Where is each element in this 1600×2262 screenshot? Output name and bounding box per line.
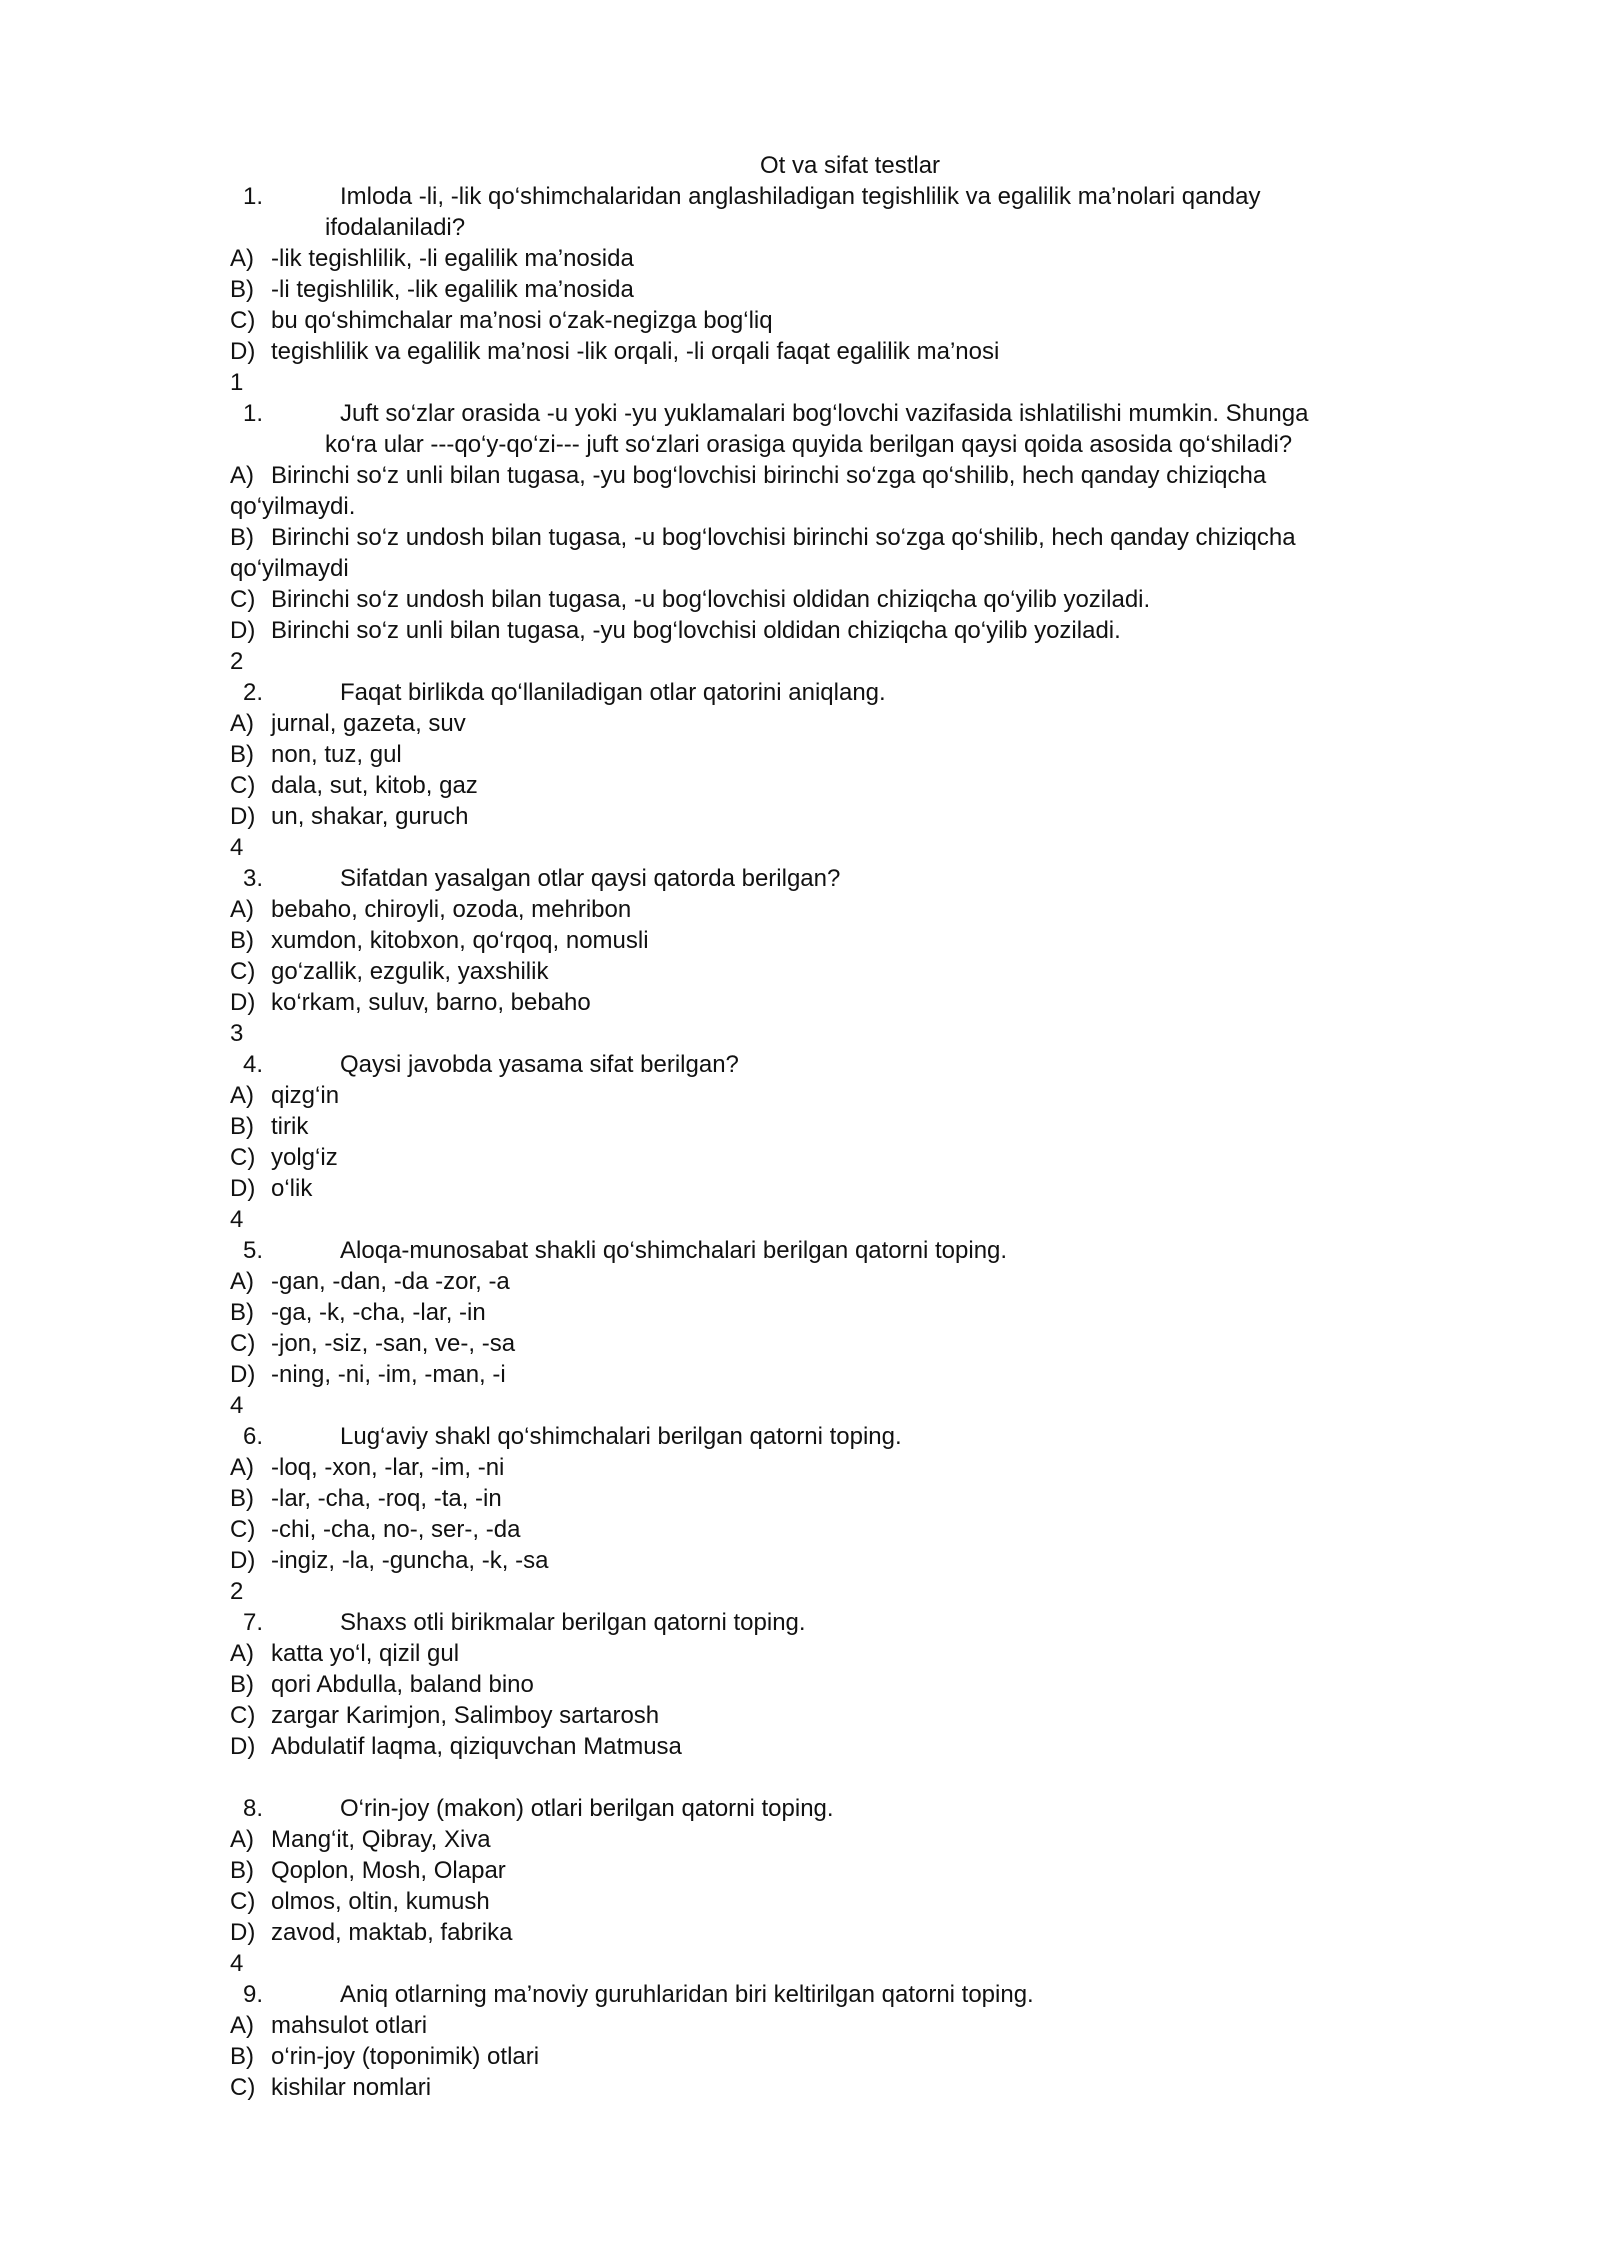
answer-option xyxy=(230,770,1450,801)
option-letter: B) xyxy=(230,1113,254,1140)
option-letter: B) xyxy=(230,927,254,954)
option-letter: A) xyxy=(230,710,254,737)
answer-option-continued xyxy=(230,491,1450,522)
question-block xyxy=(230,1979,1450,2103)
answer-option xyxy=(230,336,1450,367)
option-text: qo‘yilmaydi. xyxy=(230,493,356,520)
answer-option-continued xyxy=(230,553,1450,584)
question-text: Qaysi javobda yasama sifat berilgan? xyxy=(340,1051,739,1078)
option-text: o‘lik xyxy=(271,1175,313,1202)
option-text: o‘rin-joy (toponimik) otlari xyxy=(271,2043,540,2070)
question-text: Juft so‘zlar orasida -u yoki -yu yuklamalari bog‘lovchi vazifasida ishlatilishi mumkin. Shunga xyxy=(340,400,1309,427)
answer-option xyxy=(230,925,1450,956)
option-letter: B) xyxy=(230,524,254,551)
blank-line xyxy=(230,1762,1450,1793)
option-letter: D) xyxy=(230,338,256,365)
option-text: bu qo‘shimchalar ma’nosi o‘zak-negizga bog‘liq xyxy=(271,307,773,334)
question-text: Aniq otlarning ma’noviy guruhlaridan biri keltirilgan qatorni toping. xyxy=(340,1981,1034,2008)
option-text: xumdon, kitobxon, qo‘rqoq, nomusli xyxy=(271,927,649,954)
option-text: -chi, -cha, no-, ser-, -da xyxy=(271,1516,521,1543)
answer-option xyxy=(230,739,1450,770)
question-block xyxy=(230,1607,1450,1793)
option-text: Qoplon, Mosh, Olapar xyxy=(271,1857,506,1884)
option-text: olmos, oltin, kumush xyxy=(271,1888,490,1915)
question-number: 5. xyxy=(243,1237,264,1264)
option-letter: A) xyxy=(230,1268,254,1295)
question-block xyxy=(230,181,1450,398)
answer-option xyxy=(230,1297,1450,1328)
question-number: 3. xyxy=(243,865,264,892)
answer-key: 2 xyxy=(230,648,244,675)
answer-option xyxy=(230,243,1450,274)
answer-option xyxy=(230,1855,1450,1886)
question-number: 1. xyxy=(243,400,264,427)
option-letter: B) xyxy=(230,2043,254,2070)
option-letter: A) xyxy=(230,896,254,923)
option-letter: B) xyxy=(230,1671,254,1698)
option-text: -gan, -dan, -da -zor, -a xyxy=(271,1268,510,1295)
answer-option xyxy=(230,1886,1450,1917)
option-letter: A) xyxy=(230,462,254,489)
answer-option xyxy=(230,460,1450,491)
option-letter: C) xyxy=(230,772,256,799)
option-letter: D) xyxy=(230,1733,256,1760)
answer-option xyxy=(230,1731,1450,1762)
answer-key: 4 xyxy=(230,1950,244,1977)
answer-option xyxy=(230,584,1450,615)
option-text: qizg‘in xyxy=(271,1082,340,1109)
question-text: Faqat birlikda qo‘llaniladigan otlar qatorini aniqlang. xyxy=(340,679,886,706)
option-text: dala, sut, kitob, gaz xyxy=(271,772,478,799)
option-text: Birinchi so‘z undosh bilan tugasa, -u bog‘lovchisi oldidan chiziqcha qo‘yilib yoziladi. xyxy=(271,586,1151,613)
option-text: Birinchi so‘z unli bilan tugasa, -yu bog‘lovchisi oldidan chiziqcha qo‘yilib yoziladi. xyxy=(271,617,1121,644)
option-letter: A) xyxy=(230,2012,254,2039)
answer-option xyxy=(230,1514,1450,1545)
option-text: jurnal, gazeta, suv xyxy=(271,710,466,737)
option-letter: D) xyxy=(230,1361,256,1388)
answer-option xyxy=(230,1545,1450,1576)
option-text: -li tegishlilik, -lik egalilik ma’nosida xyxy=(271,276,634,303)
question-block xyxy=(230,1421,1450,1607)
option-text: zargar Karimjon, Salimboy sartarosh xyxy=(271,1702,660,1729)
question-text: O‘rin-joy (makon) otlari berilgan qatorni toping. xyxy=(340,1795,834,1822)
option-letter: C) xyxy=(230,1144,256,1171)
option-text: bebaho, chiroyli, ozoda, mehribon xyxy=(271,896,632,923)
option-text: Abdulatif laqma, qiziquvchan Matmusa xyxy=(271,1733,682,1760)
answer-key: 3 xyxy=(230,1020,244,1047)
option-text: mahsulot otlari xyxy=(271,2012,428,2039)
option-letter: B) xyxy=(230,276,254,303)
answer-option xyxy=(230,1328,1450,1359)
answer-option xyxy=(230,1266,1450,1297)
option-letter: A) xyxy=(230,1640,254,1667)
question-text: Lug‘aviy shakl qo‘shimchalari berilgan qatorni toping. xyxy=(340,1423,902,1450)
option-letter: D) xyxy=(230,1547,256,1574)
option-text: qori Abdulla, baland bino xyxy=(271,1671,534,1698)
answer-option xyxy=(230,1917,1450,1948)
answer-option xyxy=(230,1359,1450,1390)
option-text: katta yo‘l, qizil gul xyxy=(271,1640,460,1667)
answer-option xyxy=(230,615,1450,646)
answer-option xyxy=(230,1638,1450,1669)
option-text: qo‘yilmaydi xyxy=(230,555,349,582)
answer-key: 4 xyxy=(230,1392,244,1419)
option-text: yolg‘iz xyxy=(271,1144,338,1171)
question-stem xyxy=(230,1235,1450,1266)
option-text: -jon, -siz, -san, ve-, -sa xyxy=(271,1330,516,1357)
option-letter: C) xyxy=(230,958,256,985)
option-letter: A) xyxy=(230,245,254,272)
answer-option xyxy=(230,2041,1450,2072)
question-stem xyxy=(230,1421,1450,1452)
question-stem xyxy=(230,1049,1450,1080)
answer-option xyxy=(230,274,1450,305)
question-stem xyxy=(230,398,1450,429)
option-text: tegishlilik va egalilik ma’nosi -lik orqali, -li orqali faqat egalilik ma’nosi xyxy=(271,338,1000,365)
question-block xyxy=(230,398,1450,677)
answer-option xyxy=(230,987,1450,1018)
question-text: Aloqa-munosabat shakli qo‘shimchalari berilgan qatorni toping. xyxy=(340,1237,1008,1264)
answer-option xyxy=(230,956,1450,987)
answer-option xyxy=(230,801,1450,832)
option-letter: C) xyxy=(230,1516,256,1543)
question-text: Sifatdan yasalgan otlar qaysi qatorda berilgan? xyxy=(340,865,841,892)
option-letter: C) xyxy=(230,2074,256,2101)
question-stem xyxy=(230,1979,1450,2010)
option-letter: D) xyxy=(230,1919,256,1946)
answer-option xyxy=(230,708,1450,739)
option-text: Birinchi so‘z unli bilan tugasa, -yu bog‘lovchisi birinchi so‘zga qo‘shilib, hech qanday chiziqcha xyxy=(271,462,1267,489)
question-block xyxy=(230,1235,1450,1421)
document-title: Ot va sifat testlar xyxy=(759,152,941,179)
option-letter: D) xyxy=(230,617,256,644)
answer-option xyxy=(230,305,1450,336)
option-text: -loq, -xon, -lar, -im, -ni xyxy=(271,1454,505,1481)
question-number: 9. xyxy=(243,1981,264,2008)
answer-option xyxy=(230,522,1450,553)
option-text: -lar, -cha, -roq, -ta, -in xyxy=(271,1485,502,1512)
option-text: ko‘rkam, suluv, barno, bebaho xyxy=(271,989,591,1016)
document-page xyxy=(230,150,1450,2103)
answer-key: 2 xyxy=(230,1578,244,1605)
option-text: non, tuz, gul xyxy=(271,741,402,768)
answer-option xyxy=(230,1669,1450,1700)
question-block xyxy=(230,1793,1450,1979)
question-block xyxy=(230,863,1450,1049)
question-text: ifodalaniladi? xyxy=(325,214,466,241)
option-letter: B) xyxy=(230,1299,254,1326)
option-text: tirik xyxy=(271,1113,309,1140)
option-text: go‘zallik, ezgulik, yaxshilik xyxy=(271,958,549,985)
answer-option xyxy=(230,1142,1450,1173)
question-text: Shaxs otli birikmalar berilgan qatorni toping. xyxy=(340,1609,806,1636)
answer-option xyxy=(230,1483,1450,1514)
answer-key: 1 xyxy=(230,369,244,396)
answer-option xyxy=(230,1080,1450,1111)
option-text: -ning, -ni, -im, -man, -i xyxy=(271,1361,506,1388)
question-stem-continued xyxy=(230,212,1450,243)
option-text: Mang‘it, Qibray, Xiva xyxy=(271,1826,491,1853)
option-text: Birinchi so‘z undosh bilan tugasa, -u bog‘lovchisi birinchi so‘zga qo‘shilib, hech qanday chiziqcha xyxy=(271,524,1296,551)
answer-key: 4 xyxy=(230,1206,244,1233)
question-number: 1. xyxy=(243,183,264,210)
option-letter: A) xyxy=(230,1082,254,1109)
answer-option xyxy=(230,1111,1450,1142)
answer-option xyxy=(230,2072,1450,2103)
option-letter: B) xyxy=(230,1857,254,1884)
option-text: -lik tegishlilik, -li egalilik ma’nosida xyxy=(271,245,634,272)
question-stem xyxy=(230,677,1450,708)
answer-option xyxy=(230,1173,1450,1204)
option-letter: A) xyxy=(230,1454,254,1481)
option-text: un, shakar, guruch xyxy=(271,803,469,830)
question-list xyxy=(230,181,1450,2103)
question-stem xyxy=(230,863,1450,894)
question-stem xyxy=(230,181,1450,212)
answer-option xyxy=(230,1452,1450,1483)
option-text: kishilar nomlari xyxy=(271,2074,432,2101)
option-letter: C) xyxy=(230,1888,256,1915)
option-letter: D) xyxy=(230,1175,256,1202)
option-letter: B) xyxy=(230,741,254,768)
answer-option xyxy=(230,1700,1450,1731)
question-stem xyxy=(230,1793,1450,1824)
question-number: 8. xyxy=(243,1795,264,1822)
question-number: 2. xyxy=(243,679,264,706)
question-number: 7. xyxy=(243,1609,264,1636)
question-text: Imloda -li, -lik qo‘shimchalaridan anglashiladigan tegishlilik va egalilik ma’nolari qanday xyxy=(340,183,1261,210)
question-number: 6. xyxy=(243,1423,264,1450)
question-stem-continued xyxy=(230,429,1450,460)
option-letter: C) xyxy=(230,307,256,334)
option-letter: B) xyxy=(230,1485,254,1512)
option-text: -ga, -k, -cha, -lar, -in xyxy=(271,1299,486,1326)
question-block xyxy=(230,1049,1450,1235)
question-stem xyxy=(230,1607,1450,1638)
answer-key: 4 xyxy=(230,834,244,861)
option-text: zavod, maktab, fabrika xyxy=(271,1919,513,1946)
option-letter: D) xyxy=(230,989,256,1016)
option-text: -ingiz, -la, -guncha, -k, -sa xyxy=(271,1547,549,1574)
option-letter: C) xyxy=(230,1330,256,1357)
option-letter: D) xyxy=(230,803,256,830)
answer-option xyxy=(230,1824,1450,1855)
answer-option xyxy=(230,894,1450,925)
question-text: ko‘ra ular ---qo‘y-qo‘zi--- juft so‘zlari orasiga quyida berilgan qaysi qoida asosida qo‘shiladi? xyxy=(325,431,1293,458)
question-number: 4. xyxy=(243,1051,264,1078)
question-block xyxy=(230,677,1450,863)
option-letter: C) xyxy=(230,586,256,613)
option-letter: C) xyxy=(230,1702,256,1729)
option-letter: A) xyxy=(230,1826,254,1853)
answer-option xyxy=(230,2010,1450,2041)
